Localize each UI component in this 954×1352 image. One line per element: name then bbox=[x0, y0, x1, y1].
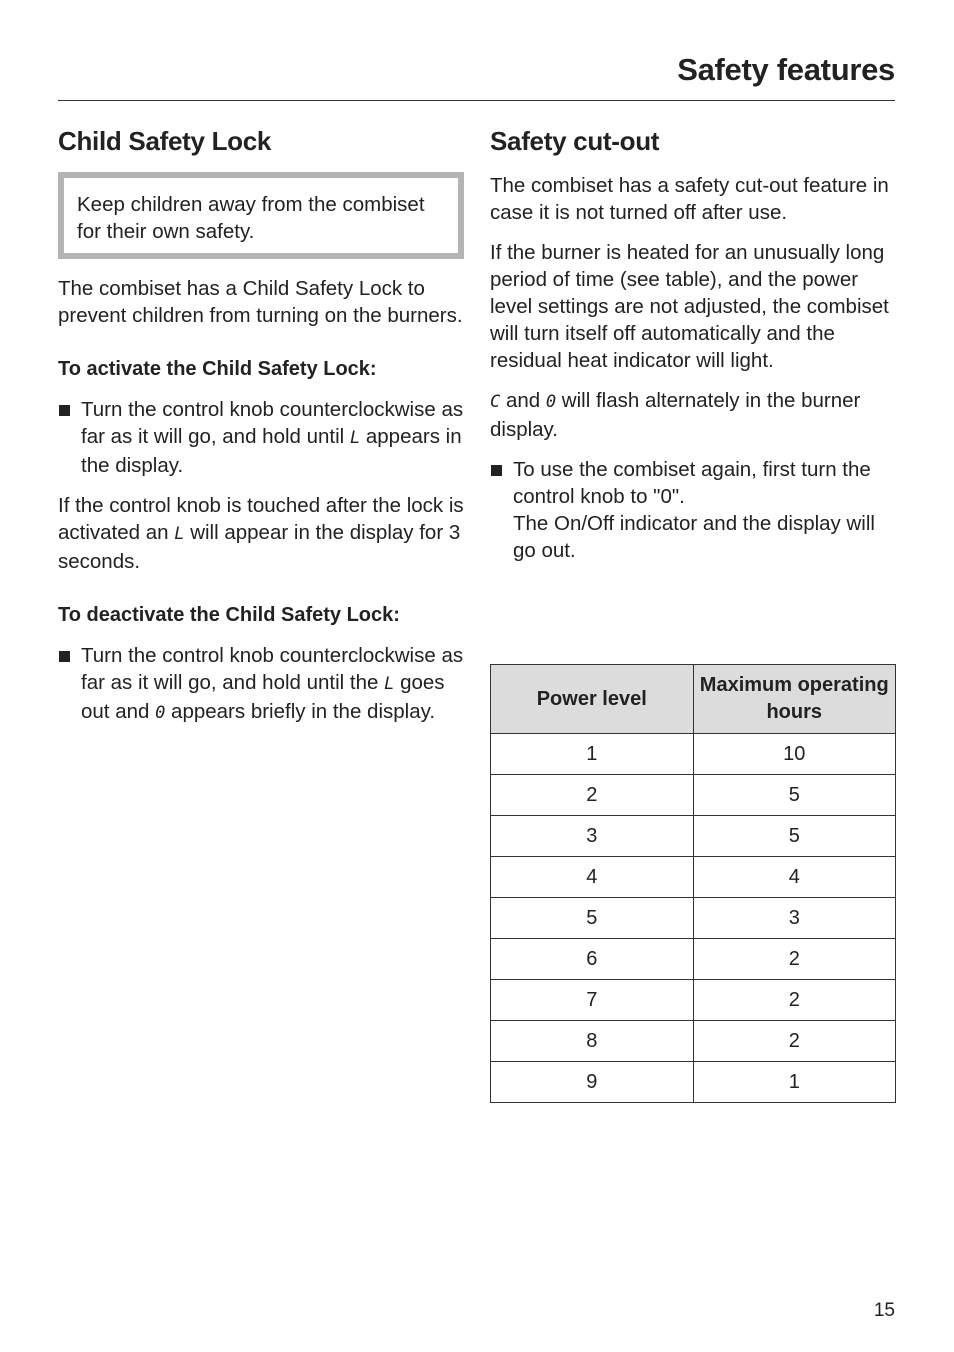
power-level-cell: 4 bbox=[491, 857, 694, 898]
page-title: Safety features bbox=[677, 52, 895, 87]
max-hours-cell: 5 bbox=[693, 816, 896, 857]
warning-box bbox=[58, 172, 464, 259]
child-lock-intro: The combiset has a Child Safety Lock to prevent children from turning on the burners. bbox=[58, 277, 463, 327]
table-row bbox=[491, 1062, 896, 1103]
child-safety-lock-heading: Child Safety Lock bbox=[58, 126, 272, 156]
display-symbol-l: L bbox=[349, 428, 361, 448]
table-row bbox=[491, 857, 896, 898]
activate-heading: To activate the Child Safety Lock: bbox=[58, 358, 377, 380]
max-hours-cell: 1 bbox=[693, 1062, 896, 1103]
max-hours-cell: 10 bbox=[693, 734, 896, 775]
table-row bbox=[491, 816, 896, 857]
display-symbol-l: L bbox=[384, 674, 395, 694]
cutout-paragraph-3: C and 0 will flash alternately in the burner display. bbox=[490, 389, 861, 441]
safety-cutout-heading: Safety cut-out bbox=[490, 126, 660, 156]
cutout-paragraph-2: If the burner is heated for an unusually long period of time (see table), and the power level settings are not adjusted, the combiset will turn itself off automatically and the residual heat indicator will light. bbox=[490, 241, 889, 372]
bullet-square-icon bbox=[59, 405, 70, 416]
column-header-power-level: Power level bbox=[491, 665, 694, 734]
table-row bbox=[491, 980, 896, 1021]
max-hours-cell: 4 bbox=[693, 857, 896, 898]
display-symbol-zero: 0 bbox=[155, 703, 166, 723]
restart-step-line-1: To use the combiset again, first turn the control knob to "0". bbox=[513, 458, 871, 508]
page-header bbox=[58, 50, 895, 101]
restart-step bbox=[490, 456, 895, 564]
activate-note: If the control knob is touched after the lock is activated an L will appear in the display for 3 seconds. bbox=[58, 494, 464, 573]
bullet-square-icon bbox=[59, 651, 70, 662]
safety-cutout-section bbox=[490, 122, 895, 577]
max-hours-cell: 3 bbox=[693, 898, 896, 939]
restart-step-line-2: The On/Off indicator and the display will go out. bbox=[513, 512, 875, 562]
bullet-square-icon bbox=[491, 465, 502, 476]
activate-step: Turn the control knob counterclockwise as far as it will go, and hold until L appears in the display. bbox=[58, 396, 464, 479]
max-hours-cell: 2 bbox=[693, 1021, 896, 1062]
max-hours-cell: 2 bbox=[693, 980, 896, 1021]
power-level-cell: 2 bbox=[491, 775, 694, 816]
display-symbol-l: L bbox=[174, 524, 185, 544]
power-level-cell: 7 bbox=[491, 980, 694, 1021]
display-symbol-zero: 0 bbox=[545, 392, 557, 412]
table-header-row bbox=[491, 665, 896, 734]
power-level-cell: 9 bbox=[491, 1062, 694, 1103]
power-level-cell: 5 bbox=[491, 898, 694, 939]
page-number: 15 bbox=[873, 1300, 895, 1321]
table-row bbox=[491, 734, 896, 775]
deactivate-heading: To deactivate the Child Safety Lock: bbox=[58, 604, 400, 626]
table-row bbox=[491, 939, 896, 980]
table-row bbox=[491, 1021, 896, 1062]
cutout-paragraph-1: The combiset has a safety cut-out feature in case it is not turned off after use. bbox=[490, 174, 889, 224]
max-hours-cell: 2 bbox=[693, 939, 896, 980]
display-symbol-c: C bbox=[490, 392, 501, 412]
column-header-max-hours: Maximum operating hours bbox=[693, 665, 896, 734]
table-row bbox=[491, 775, 896, 816]
power-level-cell: 1 bbox=[491, 734, 694, 775]
power-level-cell: 6 bbox=[491, 939, 694, 980]
power-level-cell: 8 bbox=[491, 1021, 694, 1062]
deactivate-step: Turn the control knob counterclockwise as far as it will go, and hold until the L goes out and 0 appears briefly in the display. bbox=[58, 642, 464, 727]
warning-text: Keep children away from the combiset for their own safety. bbox=[77, 193, 425, 243]
operating-hours-table bbox=[490, 664, 896, 1103]
table-row bbox=[491, 898, 896, 939]
power-level-cell: 3 bbox=[491, 816, 694, 857]
child-safety-lock-section bbox=[58, 122, 464, 740]
max-hours-cell: 5 bbox=[693, 775, 896, 816]
